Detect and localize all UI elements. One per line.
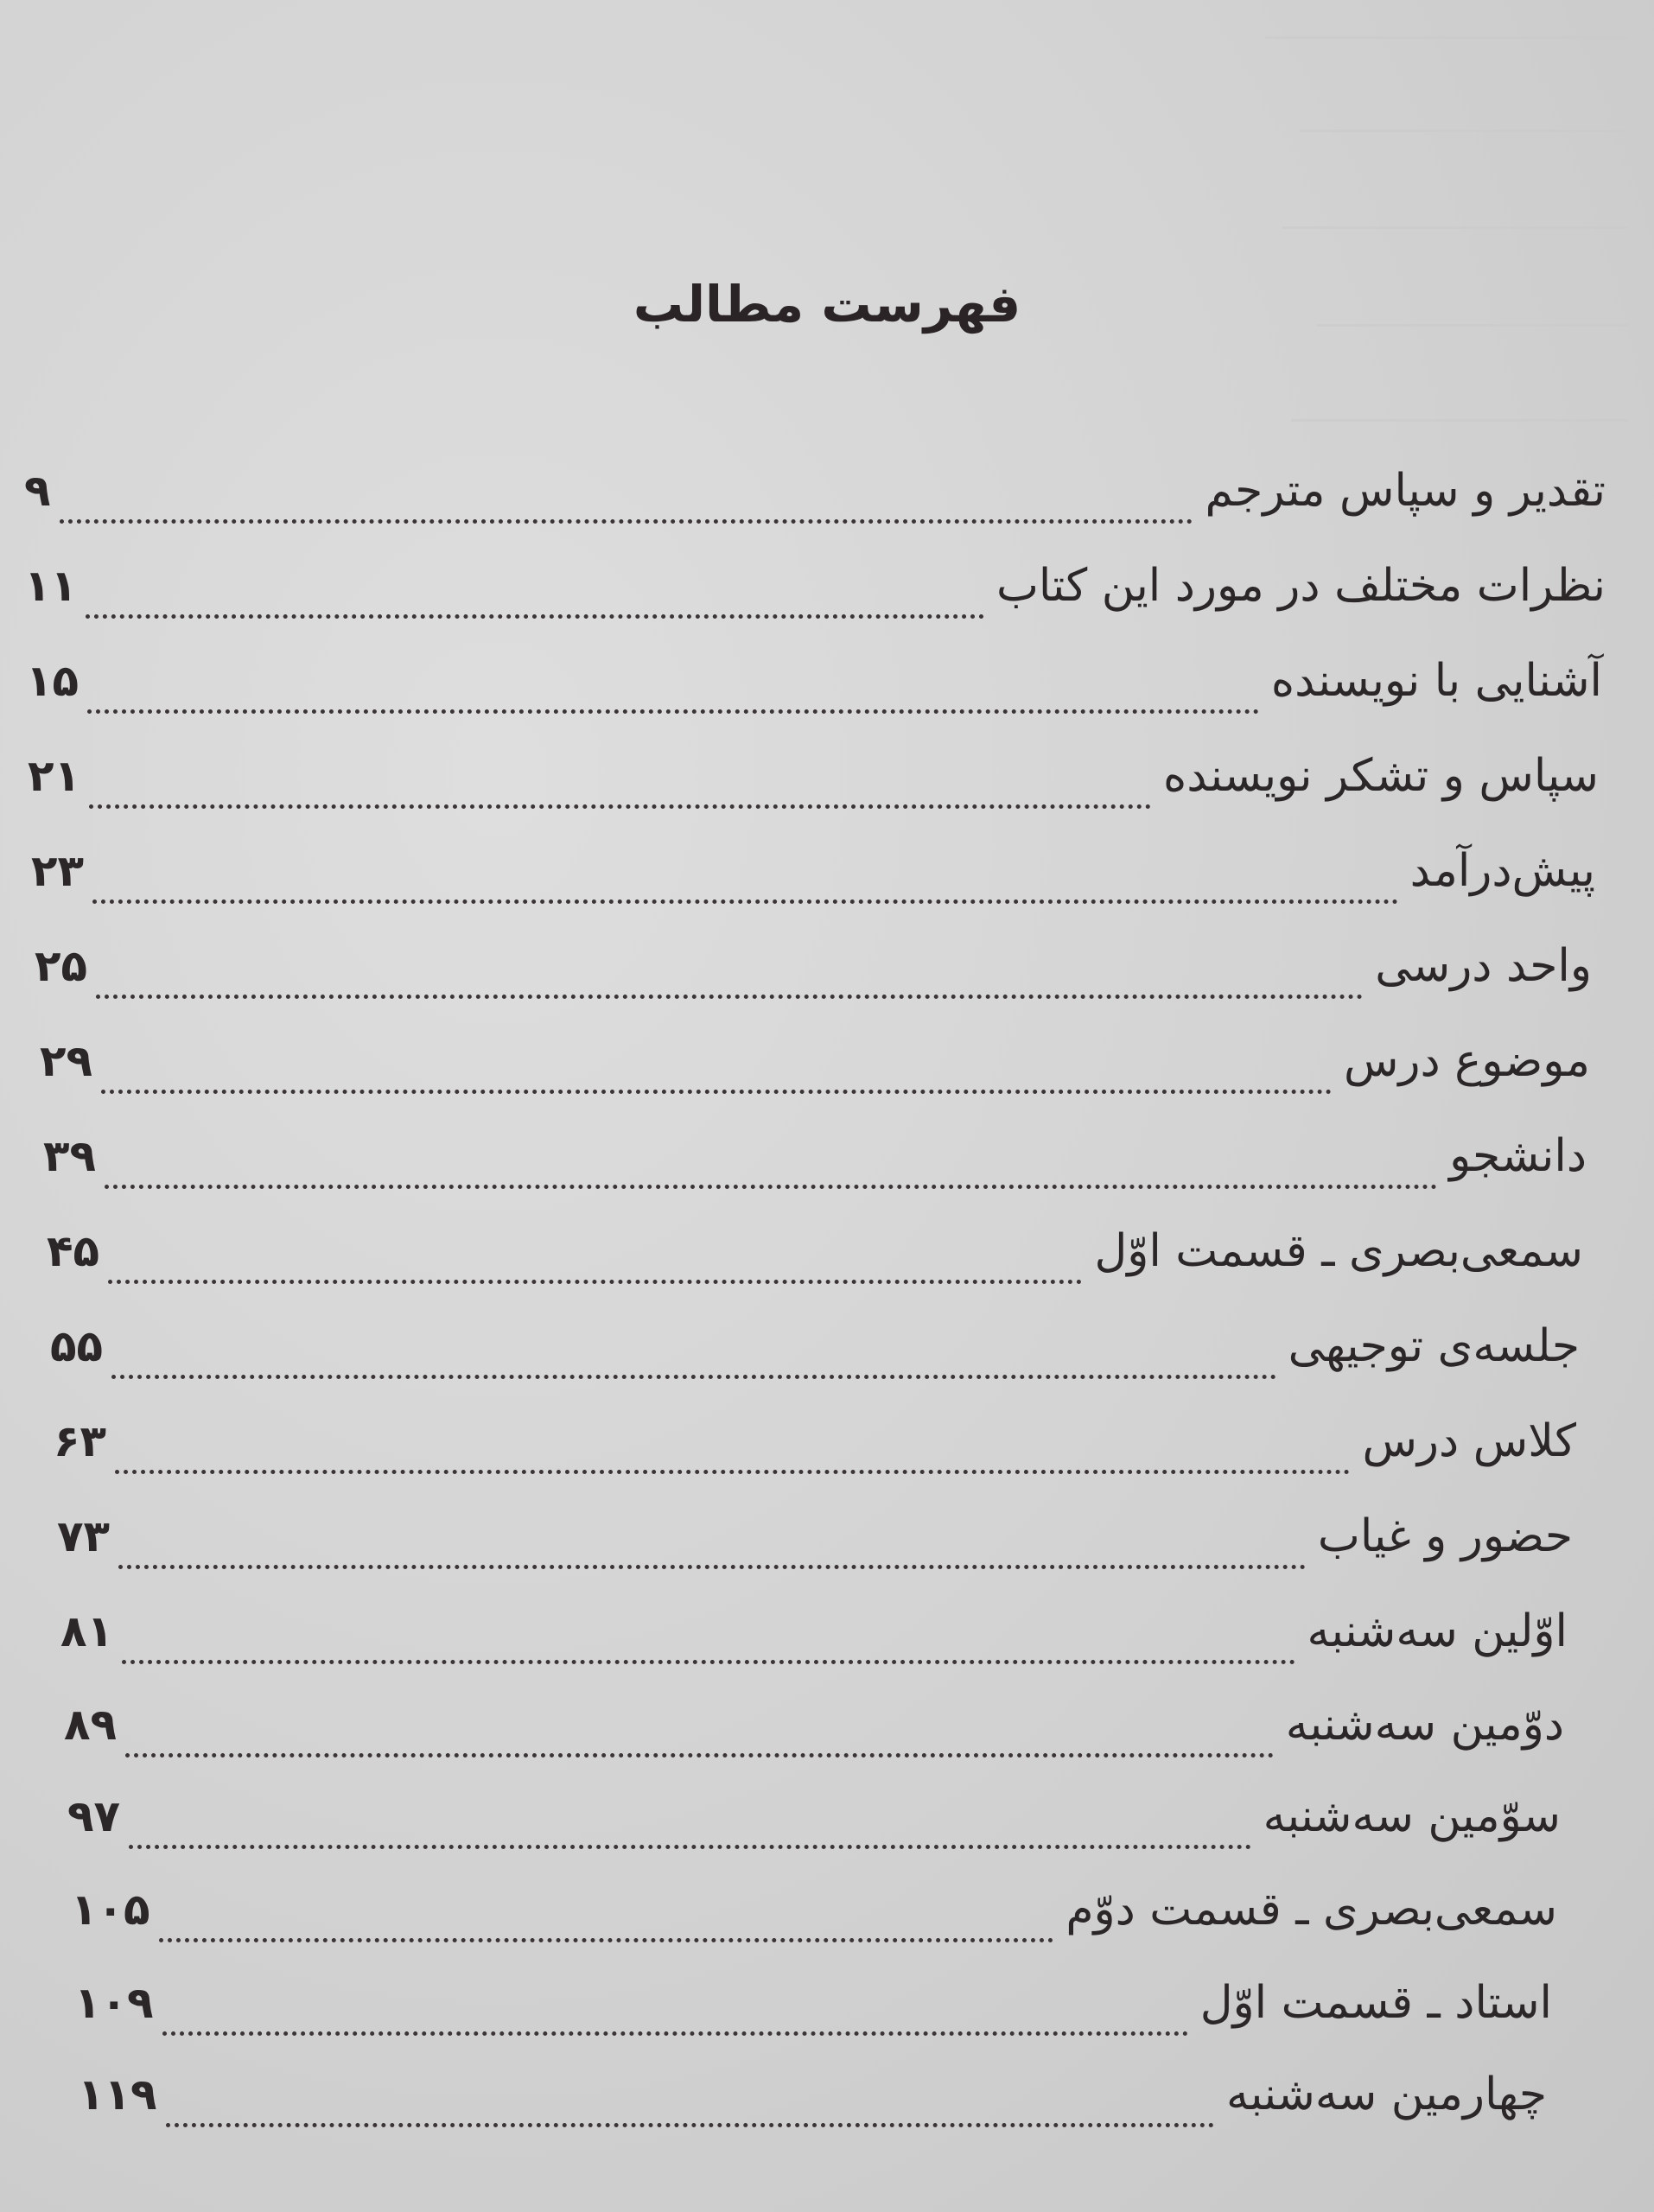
toc-entry-label: استاد ـ قسمت اوّل — [1199, 1977, 1552, 2029]
toc-entry — [64, 1699, 1564, 1768]
toc-page-number: ۲۵ — [35, 941, 88, 991]
toc-page-number: ۶۳ — [54, 1416, 107, 1466]
dot-leader — [92, 899, 1398, 904]
toc-page-number: ۴۵ — [47, 1226, 100, 1276]
toc-entry — [31, 845, 1595, 914]
dot-leader — [60, 519, 1193, 524]
dot-leader — [105, 1185, 1437, 1189]
toc-entry-label: اوّلین سه‌شنبه — [1307, 1605, 1568, 1657]
dot-leader — [122, 1660, 1295, 1664]
dot-leader — [159, 1938, 1054, 1942]
toc-entry-label: سپاس و تشکر نویسنده — [1163, 750, 1599, 802]
toc-entry-label: جلسه‌ی توجیهی — [1288, 1320, 1580, 1372]
toc-page-number: ۳۹ — [43, 1131, 97, 1181]
toc-entry-label: دوّمین سه‌شنبه — [1285, 1699, 1564, 1751]
toc-entry-label: سمعی‌بصری ـ قسمت دوّم — [1066, 1884, 1557, 1936]
toc-page-number: ۲۹ — [40, 1036, 93, 1086]
toc-page-number: ۱۰۵ — [71, 1885, 150, 1935]
toc-entry-label: پیش‌درآمد — [1409, 845, 1595, 897]
toc-page-number: ۸۱ — [60, 1606, 114, 1656]
toc-entry — [47, 1225, 1583, 1294]
toc-entry — [28, 750, 1599, 819]
dot-leader — [87, 709, 1259, 714]
dot-leader — [111, 1375, 1276, 1379]
toc-entry-label: آشنایی با نویسنده — [1270, 655, 1602, 707]
dot-leader — [96, 995, 1363, 999]
toc-entry-label: واحد درسی — [1375, 940, 1592, 992]
dot-leader — [129, 1845, 1251, 1849]
dot-leader — [89, 804, 1151, 809]
toc-entry-label: سمعی‌بصری ـ قسمت اوّل — [1094, 1225, 1583, 1277]
dot-leader — [118, 1565, 1306, 1569]
dot-leader — [101, 1090, 1332, 1094]
toc-page-number: ۲۳ — [31, 846, 85, 896]
toc-entry — [24, 465, 1606, 534]
toc-page-number: ۷۳ — [57, 1511, 111, 1561]
toc-page-number: ۱۱ — [24, 561, 78, 611]
toc-page-number: ۹۷ — [67, 1791, 121, 1841]
toc-page-number: ۱۱۹ — [78, 2069, 157, 2120]
toc-page-number: ۹ — [24, 466, 51, 516]
toc-page-number: ۱۵ — [26, 656, 80, 706]
toc-entry — [43, 1130, 1587, 1199]
toc-entry-label: نظرات مختلف در مورد این کتاب — [996, 560, 1606, 612]
toc-entry — [60, 1605, 1568, 1675]
toc-entry-label: چهارمین سه‌شنبه — [1225, 2069, 1547, 2120]
toc-entry — [67, 1790, 1561, 1859]
dot-leader — [86, 614, 984, 619]
dot-leader — [166, 2123, 1214, 2127]
toc-page-number: ۲۱ — [28, 751, 81, 801]
toc-entry-label: دانشجو — [1449, 1130, 1587, 1182]
dot-leader — [125, 1753, 1274, 1758]
toc-entry-label: سوّمین سه‌شنبه — [1263, 1790, 1561, 1842]
toc-page-number: ۱۰۹ — [74, 1978, 154, 2028]
toc-entry-label: تقدیر و سپاس مترجم — [1205, 465, 1606, 517]
toc-entry — [74, 1977, 1552, 2046]
toc-entry-label: حضور و غیاب — [1317, 1510, 1573, 1562]
toc-entry — [57, 1510, 1573, 1580]
dot-leader — [115, 1470, 1350, 1474]
toc-entry — [50, 1320, 1580, 1389]
toc-page-number: ۸۹ — [64, 1700, 118, 1750]
toc-entry — [40, 1035, 1590, 1104]
toc-entry-label: کلاس درس — [1362, 1415, 1576, 1467]
toc-entry — [24, 560, 1606, 629]
toc-entry — [78, 2069, 1547, 2138]
toc-entry — [54, 1415, 1576, 1484]
toc-entry — [71, 1884, 1557, 1953]
toc-entry — [35, 940, 1592, 1009]
toc-entry-label: موضوع درس — [1343, 1035, 1590, 1087]
dot-leader — [108, 1280, 1082, 1284]
page-title: فهرست مطالب — [633, 275, 1021, 334]
toc-entry — [26, 655, 1602, 724]
toc-page-number: ۵۵ — [50, 1321, 104, 1371]
dot-leader — [162, 2031, 1188, 2036]
